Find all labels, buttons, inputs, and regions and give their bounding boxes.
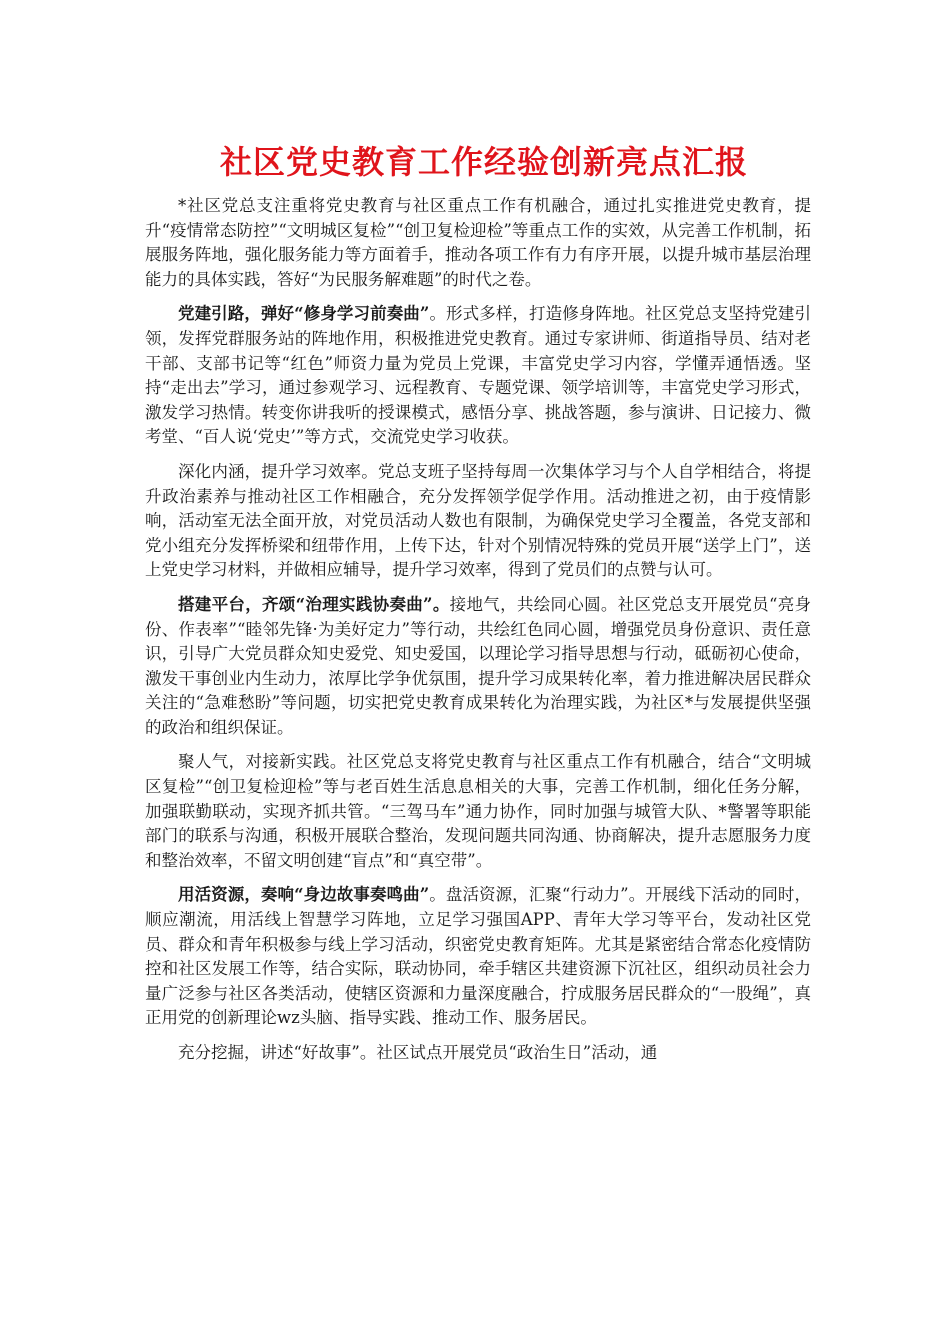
section-heading: 党建引路，弹好“修身学习前奏曲” — [178, 304, 430, 324]
paragraph-text: *社区党总支注重将党史教育与社区重点工作有机融合，通过扎实推进党史教育，提升“疫情常态防控”“文明城区复检”“创卫复检迎检”等重点工作的实效，从完善工作机制，拓展服务阵地，强化服务能力等方面着手，推动各项工作有力有序开展，以提升城市基层治理能力的具体实践，答好“为民服务解难题”的时代之卷。 — [145, 196, 811, 289]
paragraph-text: 。形式多样，打造修身阵地。社区党总支坚持党建引领，发挥党群服务站的阵地作用，积极推进党史教育。通过专家讲师、街道指导员、结对老干部、支部书记等“红色”师资力量为党员上党课，丰富党史学习内容，学懂弄通悟透。坚持“走出去”学习，通过参观学习、远程教育、专题党课、领学培训等，丰富党史学习形式，激发学习热情。转变你讲我听的授课模式，感悟分享、挑战答题，参与演讲、日记接力、微考堂、“百人说‘党史’”等方式，交流党史学习收获。 — [145, 304, 812, 447]
paragraph-section-2-detail — [145, 750, 811, 873]
paragraph-text: 接地气，共绘同心圆。社区党总支开展党员“亮身份、作表率”“睦邻先锋·为美好定力”等行动，共绘红色同心圆，增强党员身份意识、责任意识，引导广大党员群众知史爱党、知史爱国，以理论学习指导思想与行动，砥砺初心使命，激发干事创业内生动力，浓厚比学争优氛围，提升学习成果转化率，着力推进解决居民群众关注的“急难愁盼”等问题，切实把党史教育成果转化为治理实践，为社区*与发展提供坚强的政治和组织保证。 — [145, 594, 812, 737]
paragraph-intro — [145, 194, 811, 292]
paragraph-text: 。盘活资源，汇聚“行动力”。开展线下活动的同时，顺应潮流，用活线上智慧学习阵地，立足学习强国APP、青年大学习等平台，发动社区党员、群众和青年积极参与线上学习活动，织密党史教育矩阵。尤其是紧密结合常态化疫情防控和社区发展工作等，结合实际，联动协同，牵手辖区共建资源下沉社区，组织动员社会力量广泛参与社区各类活动，使辖区资源和力量深度融合，拧成服务居民群众的“一股绳”，真正用党的创新理论wz头脑、指导实践、推动工作、服务居民。 — [145, 885, 812, 1028]
paragraph-text: 充分挖掘，讲述“好故事”。社区试点开展党员“政治生日”活动，通 — [178, 1043, 658, 1062]
paragraph-section-1 — [145, 302, 811, 450]
paragraph-section-3-detail — [145, 1041, 811, 1066]
section-heading: 搭建平台，齐颂“治理实践协奏曲”。 — [178, 594, 450, 614]
paragraph-text: 聚人气，对接新实践。社区党总支将党史教育与社区重点工作有机融合，结合“文明城区复检”“创卫复检迎检”等与老百姓生活息息相关的大事，完善工作机制，细化任务分解，加强联勤联动，实现齐抓共管。“三驾马车”通力协作，同时加强与城管大队、*警署等职能部门的联系与沟通，积极开展联合整治，发现问题共同沟通、协商解决，提升志愿服务力度和整治效率，不留文明创建“盲点”和“真空带”。 — [145, 752, 811, 870]
document-title: 社区党史教育工作经验创新亮点汇报 — [220, 143, 749, 181]
paragraph-section-2 — [145, 593, 811, 741]
paragraph-section-3 — [145, 883, 811, 1031]
section-heading: 用活资源，奏响“身边故事奏鸣曲” — [178, 885, 430, 905]
paragraph-section-1-detail — [145, 460, 811, 583]
paragraph-text: 深化内涵，提升学习效率。党总支班子坚持每周一次集体学习与个人自学相结合，将提升政治素养与推动社区工作相融合，充分发挥领学促学作用。活动推进之初，由于疫情影响，活动室无法全面开放，对党员活动人数也有限制，为确保党史学习全覆盖，各党支部和党小组充分发挥桥梁和纽带作用，上传下达，针对个别情况特殊的党员开展“送学上门”，送上党史学习材料，并做相应辅导，提升学习效率，得到了党员们的点赞与认可。 — [145, 461, 811, 580]
document-page — [145, 140, 811, 1076]
